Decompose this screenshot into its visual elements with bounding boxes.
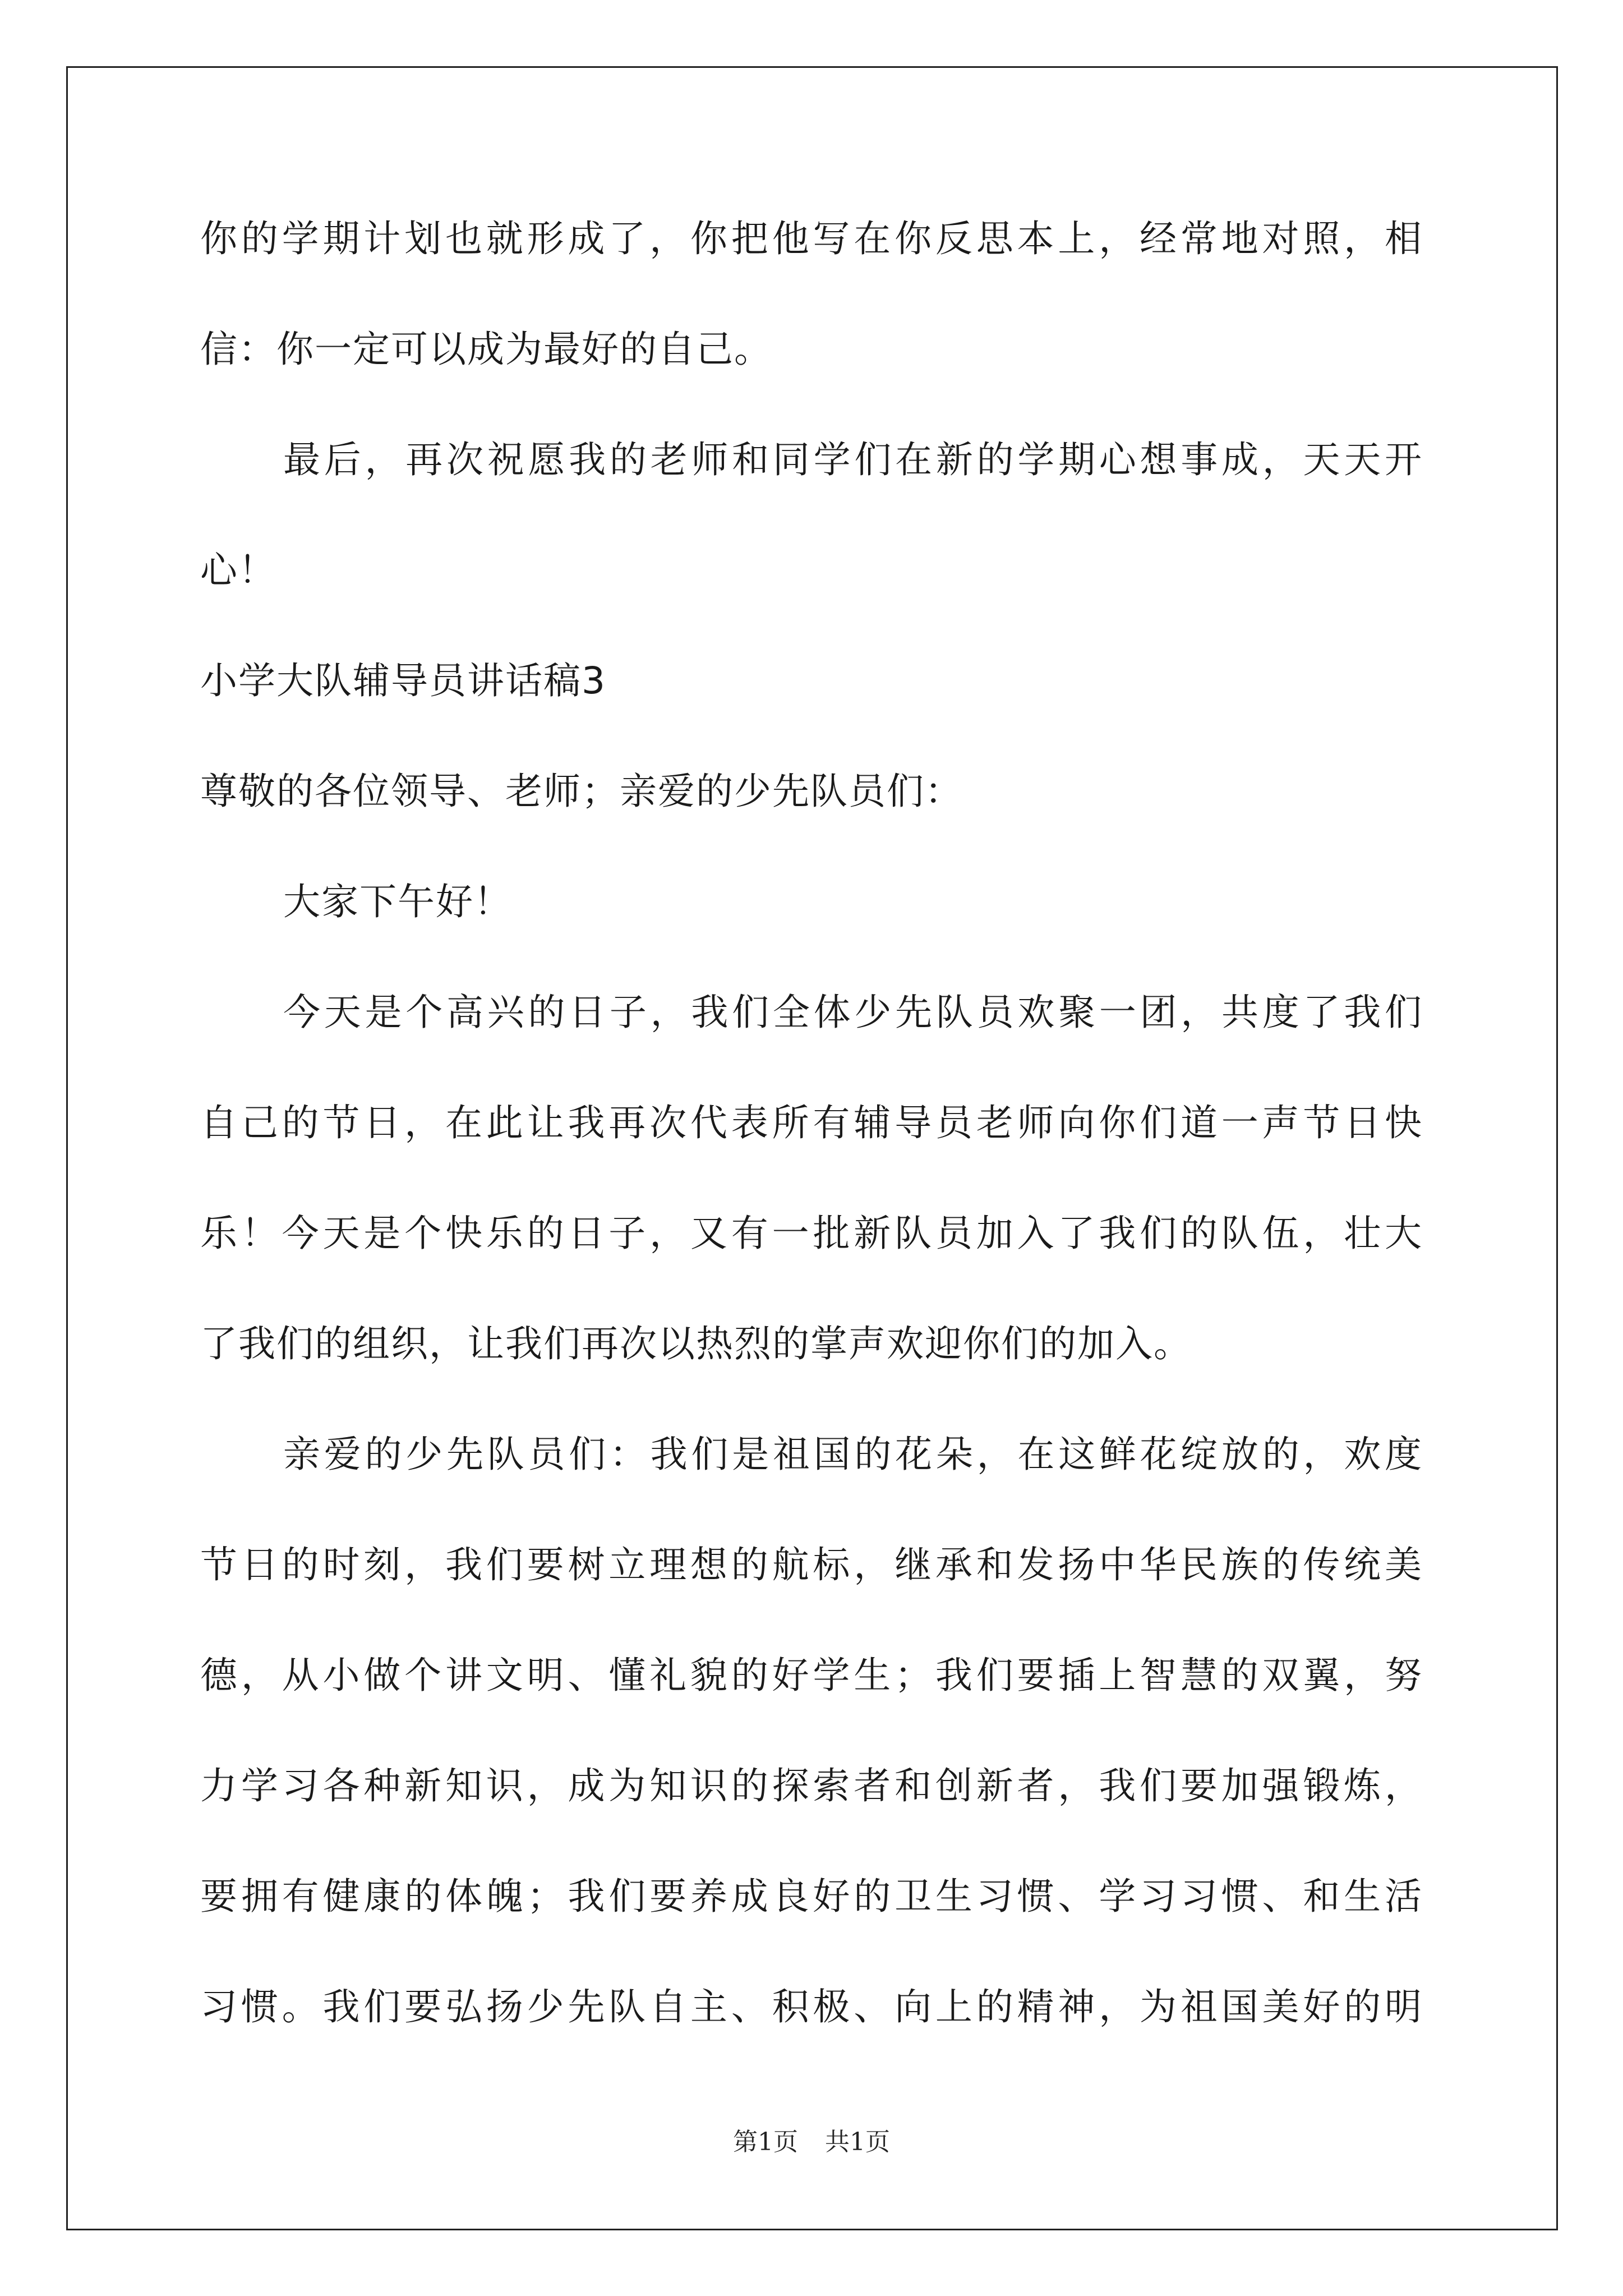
paragraph-line: 你的学期计划也就形成了，你把他写在你反思本上，经常地对照，相: [200, 217, 1423, 260]
paragraph-line: 德，从小做个讲文明、懂礼貌的好学生；我们要插上智慧的双翼，努: [200, 1654, 1423, 1697]
paragraph-line: 今天是个高兴的日子，我们全体少先队员欢聚一团，共度了我们: [283, 991, 1423, 1034]
paragraph-line: 心！: [200, 549, 276, 592]
paragraph-line: 自己的节日，在此让我再次代表所有辅导员老师向你们道一声节日快: [200, 1101, 1423, 1144]
paragraph-line: 了我们的组织，让我们再次以热烈的掌声欢迎你们的加入。: [200, 1322, 1192, 1365]
paragraph-line: 节日的时刻，我们要树立理想的航标，继承和发扬中华民族的传统美: [200, 1543, 1423, 1586]
paragraph-line: 最后，再次祝愿我的老师和同学们在新的学期心想事成，天天开: [283, 438, 1423, 481]
section-heading: 小学大队辅导员讲话稿3: [200, 659, 606, 702]
page-number: 第1页: [733, 2128, 798, 2156]
page-total: 共1页: [825, 2128, 890, 2156]
greeting: 大家下午好！: [283, 880, 512, 923]
document-body: [200, 217, 1423, 2099]
paragraph-line: 要拥有健康的体魄；我们要养成良好的卫生习惯、学习习惯、和生活: [200, 1875, 1423, 1918]
salutation: 尊敬的各位领导、老师；亲爱的少先队员们：: [200, 770, 963, 813]
paragraph-line: 习惯。我们要弘扬少先队自主、积极、向上的精神，为祖国美好的明: [200, 1985, 1423, 2028]
paragraph-line: 乐！今天是个快乐的日子，又有一批新队员加入了我们的队伍，壮大: [200, 1212, 1423, 1255]
page-footer: [0, 2122, 1623, 2157]
paragraph-line: 力学习各种新知识，成为知识的探索者和创新者，我们要加强锻炼，: [200, 1764, 1423, 1807]
paragraph-line: 亲爱的少先队员们：我们是祖国的花朵，在这鲜花绽放的，欢度: [283, 1433, 1423, 1476]
paragraph-line: 信：你一定可以成为最好的自己。: [200, 328, 772, 371]
